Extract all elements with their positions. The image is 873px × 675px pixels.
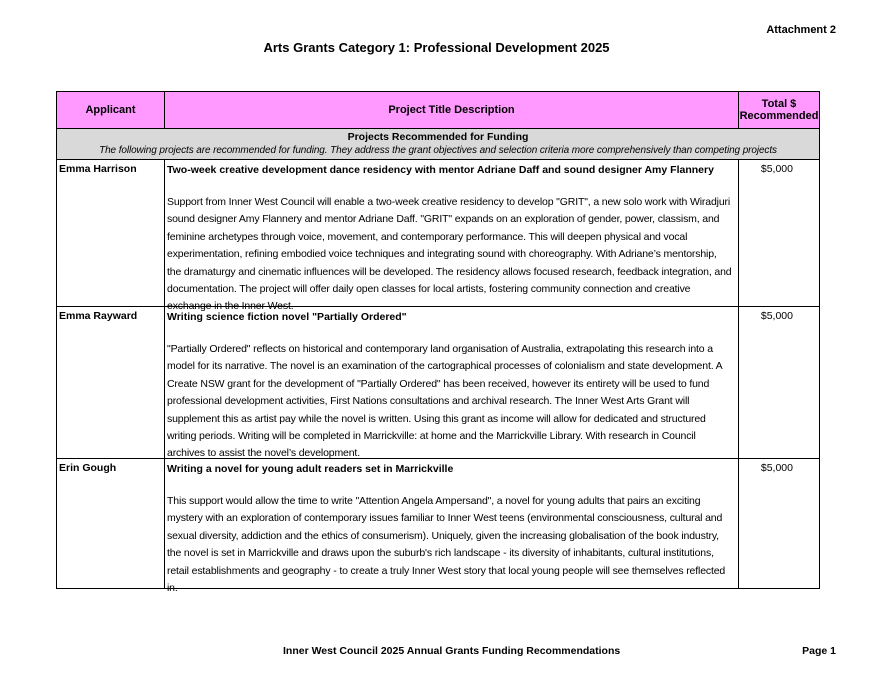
description-line: model for its narrative. The novel is an examination of the cartographical processes of colonialism and state development. A (167, 360, 723, 373)
table-row (57, 307, 819, 459)
total-cell: $5,000 (760, 310, 793, 322)
header-total: Total $ Recommended (739, 98, 819, 122)
description-line: supplement this as artist pay while the novel is written. Using this grant as income will allow for dedicated and structured (167, 412, 706, 425)
page-title: Arts Grants Category 1: Professional Development 2025 (263, 40, 610, 55)
description-line: retail establishments and geography - to create a truly Inner West story that local young people will see themselves reflected (167, 564, 726, 577)
table-row (57, 160, 819, 313)
description-line: experimentation, refining embodied voice techniques and integrating sound with choreography. With Adriane’s mentorship, (167, 248, 717, 261)
description-line: writing periods. Writing will be completed in Marrickville: at home and the Marrickville Library. With research in Council (167, 430, 696, 443)
table-row (57, 459, 819, 595)
total-cell: $5,000 (760, 163, 793, 175)
description-line: archives to assist the novel’s development. (167, 447, 360, 460)
description-line: This support would allow the time to write "Attention Angela Ampersand", a novel for young adults that pairs an exciting (167, 495, 701, 507)
grants-table (56, 91, 820, 595)
header-project: Project Title Description (165, 92, 739, 128)
description-line: "Partially Ordered" reflects on historical and contemporary land organisation of Australia, extrapolating this research into a (167, 343, 713, 355)
section-subtitle: The following projects are recommended for funding. They address the grant objectives and selection criteria more comprehensively than competing projects (99, 145, 777, 156)
project-cell (165, 307, 739, 458)
section-band (57, 129, 819, 160)
total-cell: $5,000 (760, 462, 793, 474)
description-line: feminine archetypes through voice, movement, and contemporary performance. This will deepen physical and vocal (167, 230, 688, 243)
footer-title: Inner West Council 2025 Annual Grants Funding Recommendations (283, 645, 621, 657)
description-line: exchange in the Inner West. (167, 300, 294, 313)
description-line: the novel is set in Marrickville and draws upon the suburb's rich landscape - its diversity of inhabitants, cultural institutions, (167, 547, 714, 560)
project-cell (165, 160, 739, 313)
applicant-cell: Erin Gough (57, 459, 165, 588)
description-line: professional development activities, First Nations consultations and archival research. The Inner West Arts Grant will (167, 395, 690, 408)
description-line: in. (167, 582, 178, 595)
applicant-cell: Emma Harrison (57, 160, 165, 306)
section-title: Projects Recommended for Funding (347, 131, 529, 143)
page-number: Page 1 (802, 645, 836, 657)
description-line: sound designer Amy Flannery and mentor Adriane Daff. "GRIT" expands on an exploration of gender, power, classism, and (167, 213, 720, 226)
project-title: Writing a novel for young adult readers set in Marrickville (167, 463, 454, 475)
project-description (167, 341, 736, 463)
project-title: Writing science fiction novel "Partially Ordered" (167, 311, 407, 323)
project-title: Two-week creative development dance residency with mentor Adriane Daff and sound designer Amy Flannery (167, 164, 714, 176)
description-line: documentation. The project will offer daily open classes for local artists, fostering community connection and creative (167, 283, 691, 296)
applicant-cell: Emma Rayward (57, 307, 165, 458)
header-applicant: Applicant (57, 92, 165, 128)
description-line: the dramaturgy and cinematic influences will be developed. The residency allows focused research, feedback integration, and (167, 265, 732, 278)
description-line: mystery with an exploration of contemporary issues familiar to Inner West teens (environmental consciousness, cultural and (167, 512, 723, 525)
description-line: sexual diversity, addiction and the ethics of consumerism). Uniquely, given the increasing globalisation of the book industry, (167, 529, 719, 542)
project-description (167, 194, 736, 316)
description-line: Create NSW grant for the development of "Partially Ordered" has been received, however its entirety will be used to fund (167, 377, 710, 390)
table-header (57, 92, 819, 129)
project-description (167, 493, 736, 597)
description-line: Support from Inner West Council will enable a two-week creative residency to develop "GRIT", a new solo work with Wiradjuri (167, 196, 731, 208)
project-cell (165, 459, 739, 595)
attachment-label: Attachment 2 (766, 24, 836, 36)
